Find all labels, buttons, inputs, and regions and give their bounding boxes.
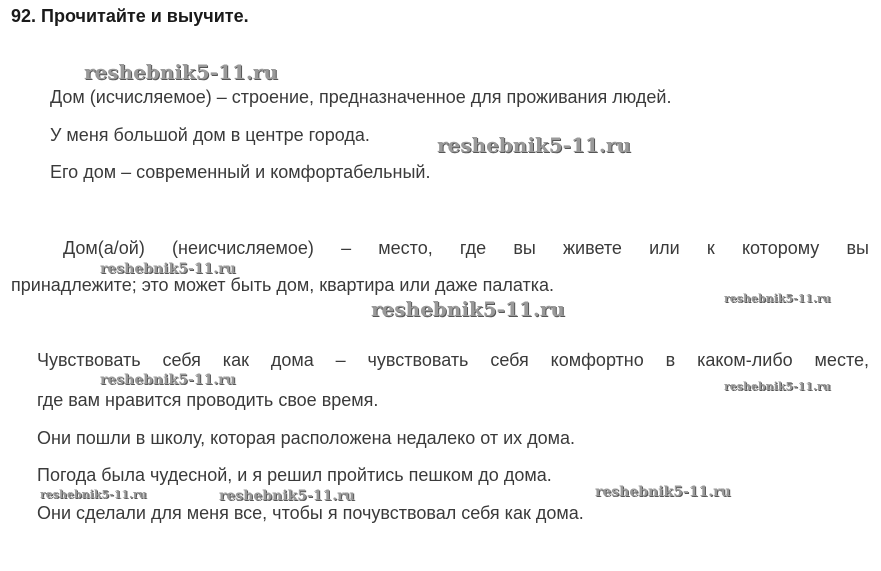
example-sentence: Они пошли в школу, которая расположена недалеко от их дома. <box>37 428 576 448</box>
idiom-definition: Чувствовать себя как дома – чувствовать себя комфортно в каком-либо месте, <box>37 350 869 370</box>
example-sentence: Погода была чудесной, и я решил пройтись пешком до дома. <box>37 465 552 485</box>
watermark: reshebnik5-11.ru <box>724 292 831 305</box>
example-sentence: Они сделали для меня все, чтобы я почувствовал себя как дома. <box>37 503 584 523</box>
example-sentence: Его дом – современный и комфортабельный. <box>50 162 431 182</box>
watermark: reshebnik5-11.ru <box>84 60 278 84</box>
definition-uncountable-continued: принадлежите; это может быть дом, квартира или даже палатка. <box>11 275 554 295</box>
watermark: reshebnik5-11.ru <box>219 488 355 504</box>
watermark: reshebnik5-11.ru <box>100 372 236 388</box>
watermark: reshebnik5-11.ru <box>40 488 147 501</box>
watermark: reshebnik5-11.ru <box>100 261 236 277</box>
page-title: 92. Прочитайте и выучите. <box>11 6 249 26</box>
watermark: reshebnik5-11.ru <box>595 484 731 500</box>
watermark: reshebnik5-11.ru <box>371 297 565 321</box>
watermark: reshebnik5-11.ru <box>437 133 631 157</box>
definition-countable: Дом (исчисляемое) – строение, предназначенное для проживания людей. <box>50 87 672 107</box>
example-sentence: У меня большой дом в центре города. <box>50 125 370 145</box>
idiom-definition-continued: где вам нравится проводить свое время. <box>37 390 379 410</box>
definition-uncountable: Дом(а/ой) (неисчисляемое) – место, где вы живете или к которому вы <box>63 238 869 258</box>
watermark: reshebnik5-11.ru <box>724 380 831 393</box>
